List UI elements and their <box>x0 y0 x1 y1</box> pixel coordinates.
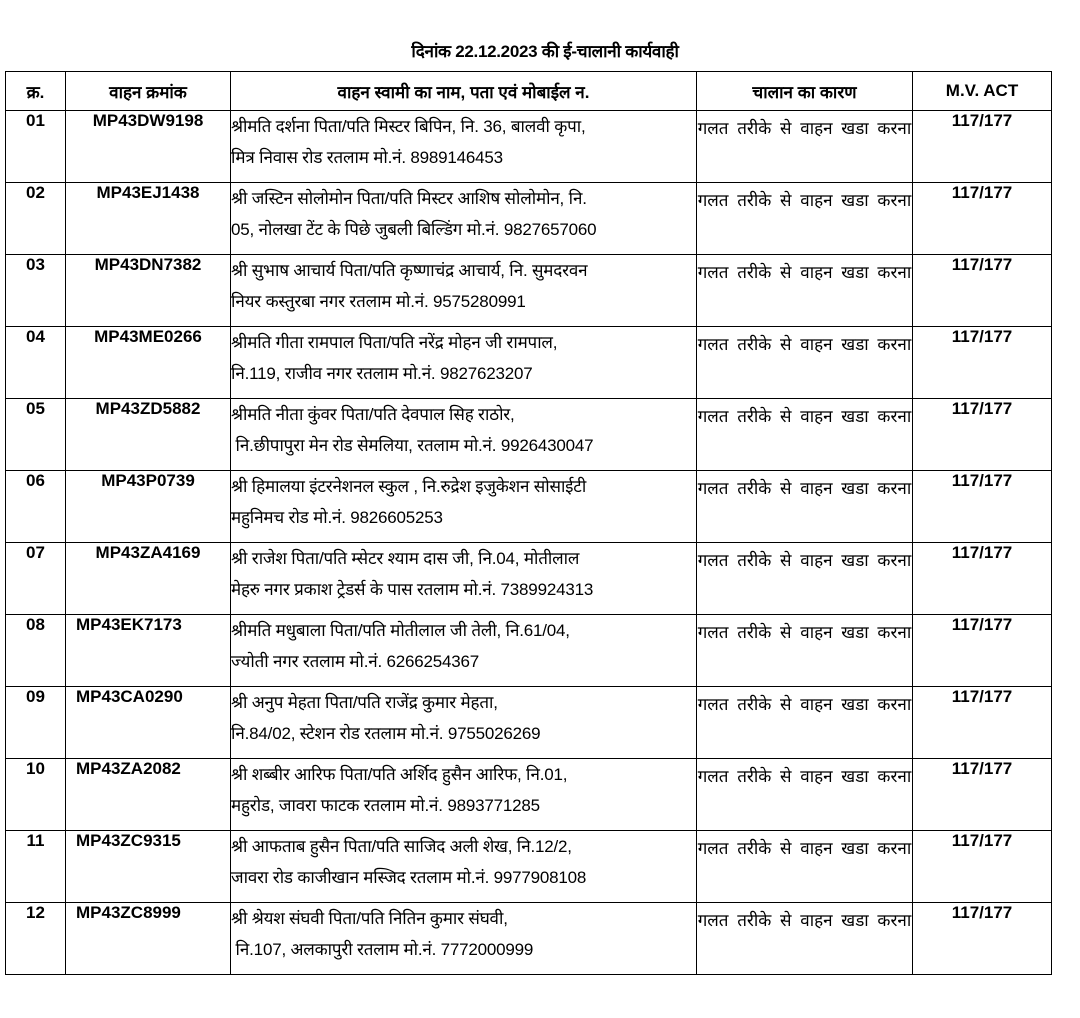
serial-number-cell: 09 <box>6 687 66 759</box>
challan-reason-cell: गलत तरीके से वाहन खडा करना <box>697 615 913 687</box>
owner-address-line: जावरा रोड काजीखान मस्जिद रतलाम मो.नं. 9977908108 <box>231 868 587 887</box>
mv-act-section-cell: 117/177 <box>913 471 1052 543</box>
owner-address-line: मित्र निवास रोड रतलाम मो.नं. 8989146453 <box>231 148 503 167</box>
table-row <box>6 327 1052 399</box>
vehicle-number-cell: MP43ZC9315 <box>66 831 231 903</box>
owner-details-cell <box>231 615 697 687</box>
owner-details-cell <box>231 831 697 903</box>
mv-act-section-cell: 117/177 <box>913 183 1052 255</box>
vehicle-number-cell: MP43DW9198 <box>66 111 231 183</box>
challan-reason-cell: गलत तरीके से वाहन खडा करना <box>697 255 913 327</box>
challan-reason-cell: गलत तरीके से वाहन खडा करना <box>697 471 913 543</box>
serial-number-cell: 04 <box>6 327 66 399</box>
owner-name-line: श्री आफताब हुसैन पिता/पति साजिद अली शेख, नि.12/2, <box>231 837 572 856</box>
table-row <box>6 615 1052 687</box>
owner-name-line: श्री सुभाष आचार्य पिता/पति कृष्णाचंद्र आचार्य, नि. सुमदरवन <box>231 261 588 280</box>
table-row <box>6 255 1052 327</box>
owner-name-line: श्रीमति मधुबाला पिता/पति मोतीलाल जी तेली, नि.61/04, <box>231 621 570 640</box>
challan-reason-cell: गलत तरीके से वाहन खडा करना <box>697 903 913 975</box>
header-challan-reason: चालान का कारण <box>697 72 913 111</box>
owner-address-line: नि.119, राजीव नगर रतलाम मो.नं. 9827623207 <box>231 364 533 383</box>
challan-reason-cell: गलत तरीके से वाहन खडा करना <box>697 759 913 831</box>
challan-reason-cell: गलत तरीके से वाहन खडा करना <box>697 543 913 615</box>
owner-details-cell <box>231 543 697 615</box>
owner-address-line: 05, नोलखा टेंट के पिछे जुबली बिल्डिंग मो.नं. 9827657060 <box>231 220 597 239</box>
owner-details-cell <box>231 399 697 471</box>
owner-details-cell <box>231 255 697 327</box>
challan-reason-cell: गलत तरीके से वाहन खडा करना <box>697 831 913 903</box>
challan-reason-cell: गलत तरीके से वाहन खडा करना <box>697 183 913 255</box>
document-title: दिनांक 22.12.2023 की ई-चालानी कार्यवाही <box>411 42 679 61</box>
owner-name-line: श्री अनुप मेहता पिता/पति राजेंद्र कुमार मेहता, <box>231 693 498 712</box>
mv-act-section-cell: 117/177 <box>913 831 1052 903</box>
challan-reason-cell: गलत तरीके से वाहन खडा करना <box>697 399 913 471</box>
vehicle-number-cell: MP43P0739 <box>66 471 231 543</box>
table-row <box>6 543 1052 615</box>
table-row <box>6 831 1052 903</box>
mv-act-section-cell: 117/177 <box>913 255 1052 327</box>
mv-act-section-cell: 117/177 <box>913 759 1052 831</box>
serial-number-cell: 10 <box>6 759 66 831</box>
vehicle-number-cell: MP43DN7382 <box>66 255 231 327</box>
serial-number-cell: 08 <box>6 615 66 687</box>
table-header-row <box>6 72 1052 111</box>
owner-name-line: श्रीमति नीता कुंवर पिता/पति देवपाल सिह राठोर, <box>231 405 515 424</box>
serial-number-cell: 01 <box>6 111 66 183</box>
header-vehicle-number: वाहन क्रमांक <box>66 72 231 111</box>
mv-act-section-cell: 117/177 <box>913 615 1052 687</box>
serial-number-cell: 12 <box>6 903 66 975</box>
mv-act-section-cell: 117/177 <box>913 543 1052 615</box>
mv-act-section-cell: 117/177 <box>913 687 1052 759</box>
owner-address-line: महुरोड, जावरा फाटक रतलाम मो.नं. 9893771285 <box>231 796 540 815</box>
owner-details-cell <box>231 111 697 183</box>
challan-reason-cell: गलत तरीके से वाहन खडा करना <box>697 111 913 183</box>
header-owner-details: वाहन स्वामी का नाम, पता एवं मोबाईल न. <box>231 72 697 111</box>
owner-name-line: श्री शब्बीर आरिफ पिता/पति अर्शिद हुसैन आरिफ, नि.01, <box>231 765 568 784</box>
owner-address-line: मेहरु नगर प्रकाश ट्रेडर्स के पास रतलाम मो.नं. 7389924313 <box>231 580 594 599</box>
challan-reason-cell: गलत तरीके से वाहन खडा करना <box>697 687 913 759</box>
owner-details-cell <box>231 471 697 543</box>
mv-act-section-cell: 117/177 <box>913 327 1052 399</box>
owner-name-line: श्री श्रेयश संघवी पिता/पति नितिन कुमार संघवी, <box>231 909 508 928</box>
serial-number-cell: 02 <box>6 183 66 255</box>
table-row <box>6 687 1052 759</box>
mv-act-section-cell: 117/177 <box>913 399 1052 471</box>
owner-name-line: श्रीमति गीता रामपाल पिता/पति नरेंद्र मोहन जी रामपाल, <box>231 333 558 352</box>
serial-number-cell: 05 <box>6 399 66 471</box>
owner-name-line: श्री जस्टिन सोलोमोन पिता/पति मिस्टर आशिष सोलोमोन, नि. <box>231 189 587 208</box>
table-row <box>6 399 1052 471</box>
serial-number-cell: 03 <box>6 255 66 327</box>
table-row <box>6 903 1052 975</box>
challan-reason-cell: गलत तरीके से वाहन खडा करना <box>697 327 913 399</box>
vehicle-number-cell: MP43ZC8999 <box>66 903 231 975</box>
owner-address-line: महुनिमच रोड मो.नं. 9826605253 <box>231 508 443 527</box>
owner-address-line: नि.107, अलकापुरी रतलाम मो.नं. 7772000999 <box>231 940 534 959</box>
owner-address-line: नि.छीपापुरा मेन रोड सेमलिया, रतलाम मो.नं. 9926430047 <box>231 436 594 455</box>
table-body <box>6 111 1052 975</box>
owner-name-line: श्रीमति दर्शना पिता/पति मिस्टर बिपिन, नि. 36, बालवी कृपा, <box>231 117 586 136</box>
owner-details-cell <box>231 183 697 255</box>
mv-act-section-cell: 117/177 <box>913 111 1052 183</box>
owner-details-cell <box>231 687 697 759</box>
vehicle-number-cell: MP43ZA2082 <box>66 759 231 831</box>
owner-address-line: नि.84/02, स्टेशन रोड रतलाम मो.नं. 9755026269 <box>231 724 541 743</box>
table-row <box>6 759 1052 831</box>
table-row <box>6 471 1052 543</box>
table-row <box>6 111 1052 183</box>
vehicle-number-cell: MP43ZA4169 <box>66 543 231 615</box>
header-mv-act: M.V. ACT <box>913 72 1052 111</box>
owner-address-line: नियर कस्तुरबा नगर रतलाम मो.नं. 9575280991 <box>231 292 526 311</box>
table-row <box>6 183 1052 255</box>
vehicle-number-cell: MP43CA0290 <box>66 687 231 759</box>
mv-act-section-cell: 117/177 <box>913 903 1052 975</box>
vehicle-number-cell: MP43ZD5882 <box>66 399 231 471</box>
owner-details-cell <box>231 327 697 399</box>
owner-details-cell <box>231 903 697 975</box>
vehicle-number-cell: MP43ME0266 <box>66 327 231 399</box>
serial-number-cell: 06 <box>6 471 66 543</box>
owner-name-line: श्री राजेश पिता/पति म्सेटर श्याम दास जी, नि.04, मोतीलाल <box>231 549 580 568</box>
header-serial-number: क्र. <box>6 72 66 111</box>
owner-details-cell <box>231 759 697 831</box>
serial-number-cell: 07 <box>6 543 66 615</box>
serial-number-cell: 11 <box>6 831 66 903</box>
vehicle-number-cell: MP43EK7173 <box>66 615 231 687</box>
e-challan-table <box>5 71 1052 975</box>
owner-address-line: ज्योती नगर रतलाम मो.नं. 6266254367 <box>231 652 480 671</box>
owner-name-line: श्री हिमालया इंटरनेशनल स्कुल , नि.रुद्रेश इजुकेशन सोसाईटी <box>231 477 587 496</box>
vehicle-number-cell: MP43EJ1438 <box>66 183 231 255</box>
